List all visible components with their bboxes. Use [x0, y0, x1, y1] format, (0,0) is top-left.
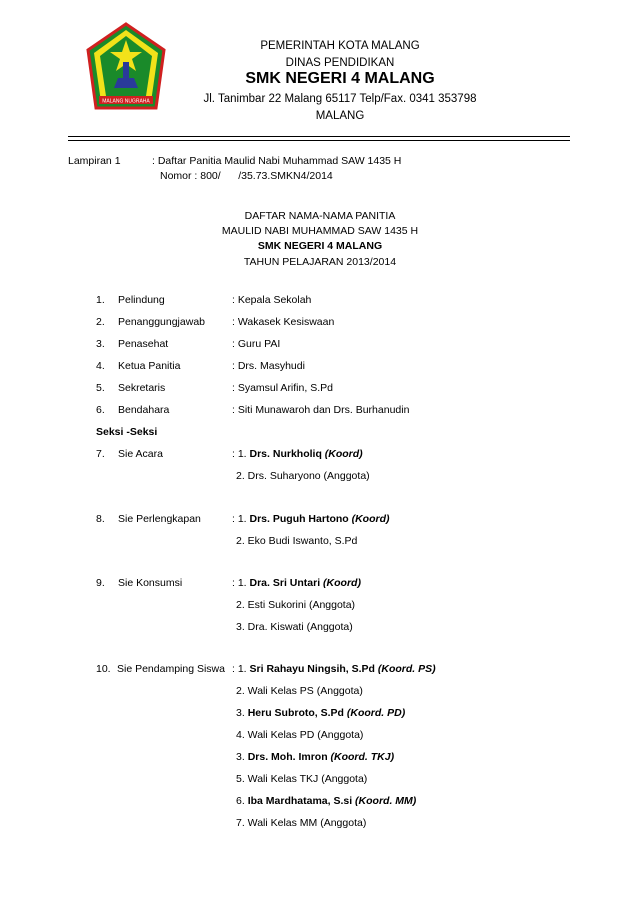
header-divider — [68, 136, 570, 137]
logo-banner-text: MALANG NUGRAHA — [102, 98, 150, 105]
member-prefix: 3. — [236, 751, 248, 763]
member: 2. Esti Sukorini (Anggota) — [236, 599, 356, 611]
item-number: 2. — [96, 316, 105, 328]
doc-title-4: TAHUN PELAJARAN 2013/2014 — [243, 256, 397, 268]
doc-title-1: DAFTAR NAMA-NAMA PANITIA — [244, 210, 396, 222]
member-name: Drs. Nurkholiq — [249, 448, 322, 460]
member: 3. Dra. Kiswati (Anggota) — [236, 621, 353, 633]
item-label: Bendahara — [118, 404, 170, 416]
dept-name: DINAS PENDIDIKAN — [285, 57, 395, 69]
member-name: Sri Rahayu Ningsih, S.Pd — [249, 663, 375, 675]
member-koord — [236, 707, 405, 719]
item-label: Sekretaris — [118, 382, 166, 394]
member-koord — [232, 448, 363, 460]
item-number: 7. — [96, 448, 105, 460]
member: 5. Wali Kelas TKJ (Anggota) — [236, 773, 368, 785]
item-label: Sie Konsumsi — [118, 577, 183, 589]
item-value: : Drs. Masyhudi — [232, 360, 305, 372]
member-name: Drs. Moh. Imron — [247, 751, 328, 763]
member-role: (Koord) — [320, 577, 361, 589]
member-role: (Koord. MM) — [352, 795, 417, 807]
lampiran-subject: : Daftar Panitia Maulid Nabi Muhammad SAW 1435 H — [152, 155, 402, 167]
member-koord — [232, 513, 390, 525]
member-name: Drs. Puguh Hartono — [249, 513, 349, 525]
item-number: 6. — [96, 404, 105, 416]
item-number: 10. — [96, 663, 111, 675]
school-address: Jl. Tanimbar 22 Malang 65117 Telp/Fax. 0341 353798 — [203, 93, 477, 105]
item-number: 4. — [96, 360, 105, 372]
member-koord — [232, 577, 361, 589]
item-value: : Guru PAI — [232, 338, 281, 350]
member-prefix: : 1. — [232, 448, 250, 460]
doc-title-3: SMK NEGERI 4 MALANG — [257, 240, 383, 252]
member-name: Heru Subroto, S.Pd — [247, 707, 344, 719]
item-value: : Wakasek Kesiswaan — [232, 316, 335, 328]
member-prefix: : 1. — [232, 577, 250, 589]
member-prefix: : 1. — [232, 513, 250, 525]
seksi-heading: Seksi -Seksi — [96, 426, 158, 438]
item-value: : Siti Munawaroh dan Drs. Burhanudin — [232, 404, 410, 416]
member: 2. Drs. Suharyono (Anggota) — [236, 470, 370, 482]
doc-title-2: MAULID NABI MUHAMMAD SAW 1435 H — [221, 225, 419, 237]
member-name: Dra. Sri Untari — [249, 577, 321, 589]
item-label: Sie Pendamping Siswa — [117, 663, 225, 675]
member-role: (Koord) — [348, 513, 390, 525]
member: 2. Wali Kelas PS (Anggota) — [236, 685, 363, 697]
gov-name: PEMERINTAH KOTA MALANG — [260, 40, 420, 52]
item-label: Pelindung — [118, 294, 165, 306]
member-role: (Koord. PD) — [343, 707, 406, 719]
member: 4. Wali Kelas PD (Anggota) — [236, 729, 364, 741]
member: 2. Eko Budi Iswanto, S.Pd — [236, 535, 358, 547]
school-name: SMK NEGERI 4 MALANG — [245, 70, 435, 87]
member-role: (Koord) — [321, 448, 363, 460]
item-number: 8. — [96, 513, 105, 525]
member-prefix: : 1. — [232, 663, 250, 675]
item-number: 5. — [96, 382, 105, 394]
member-role: (Koord. TKJ) — [327, 751, 395, 763]
member: 7. Wali Kelas MM (Anggota) — [236, 817, 367, 829]
malang-emblem-icon — [86, 22, 166, 112]
member-name: Iba Mardhatama, S.si — [247, 795, 353, 807]
item-number: 1. — [96, 294, 105, 306]
school-city: MALANG — [315, 110, 365, 122]
item-value: : Kepala Sekolah — [232, 294, 312, 306]
item-value: : Syamsul Arifin, S.Pd — [232, 382, 333, 394]
member-koord — [236, 751, 394, 763]
item-label: Ketua Panitia — [118, 360, 181, 372]
item-label: Sie Perlengkapan — [118, 513, 201, 525]
member-koord — [236, 795, 416, 807]
member-role: (Koord. PS) — [374, 663, 436, 675]
item-label: Penasehat — [118, 338, 169, 350]
item-number: 3. — [96, 338, 105, 350]
lampiran-nomor: Nomor : 800/ /35.73.SMKN4/2014 — [160, 170, 333, 182]
city-logo — [86, 22, 166, 112]
item-label: Penanggungjawab — [118, 316, 205, 328]
member-koord — [232, 663, 436, 675]
item-label: Sie Acara — [118, 448, 163, 460]
member-prefix: 6. — [236, 795, 248, 807]
member-prefix: 3. — [236, 707, 248, 719]
header-divider-thin — [68, 140, 570, 141]
item-number: 9. — [96, 577, 105, 589]
lampiran-label: Lampiran 1 — [68, 155, 121, 167]
